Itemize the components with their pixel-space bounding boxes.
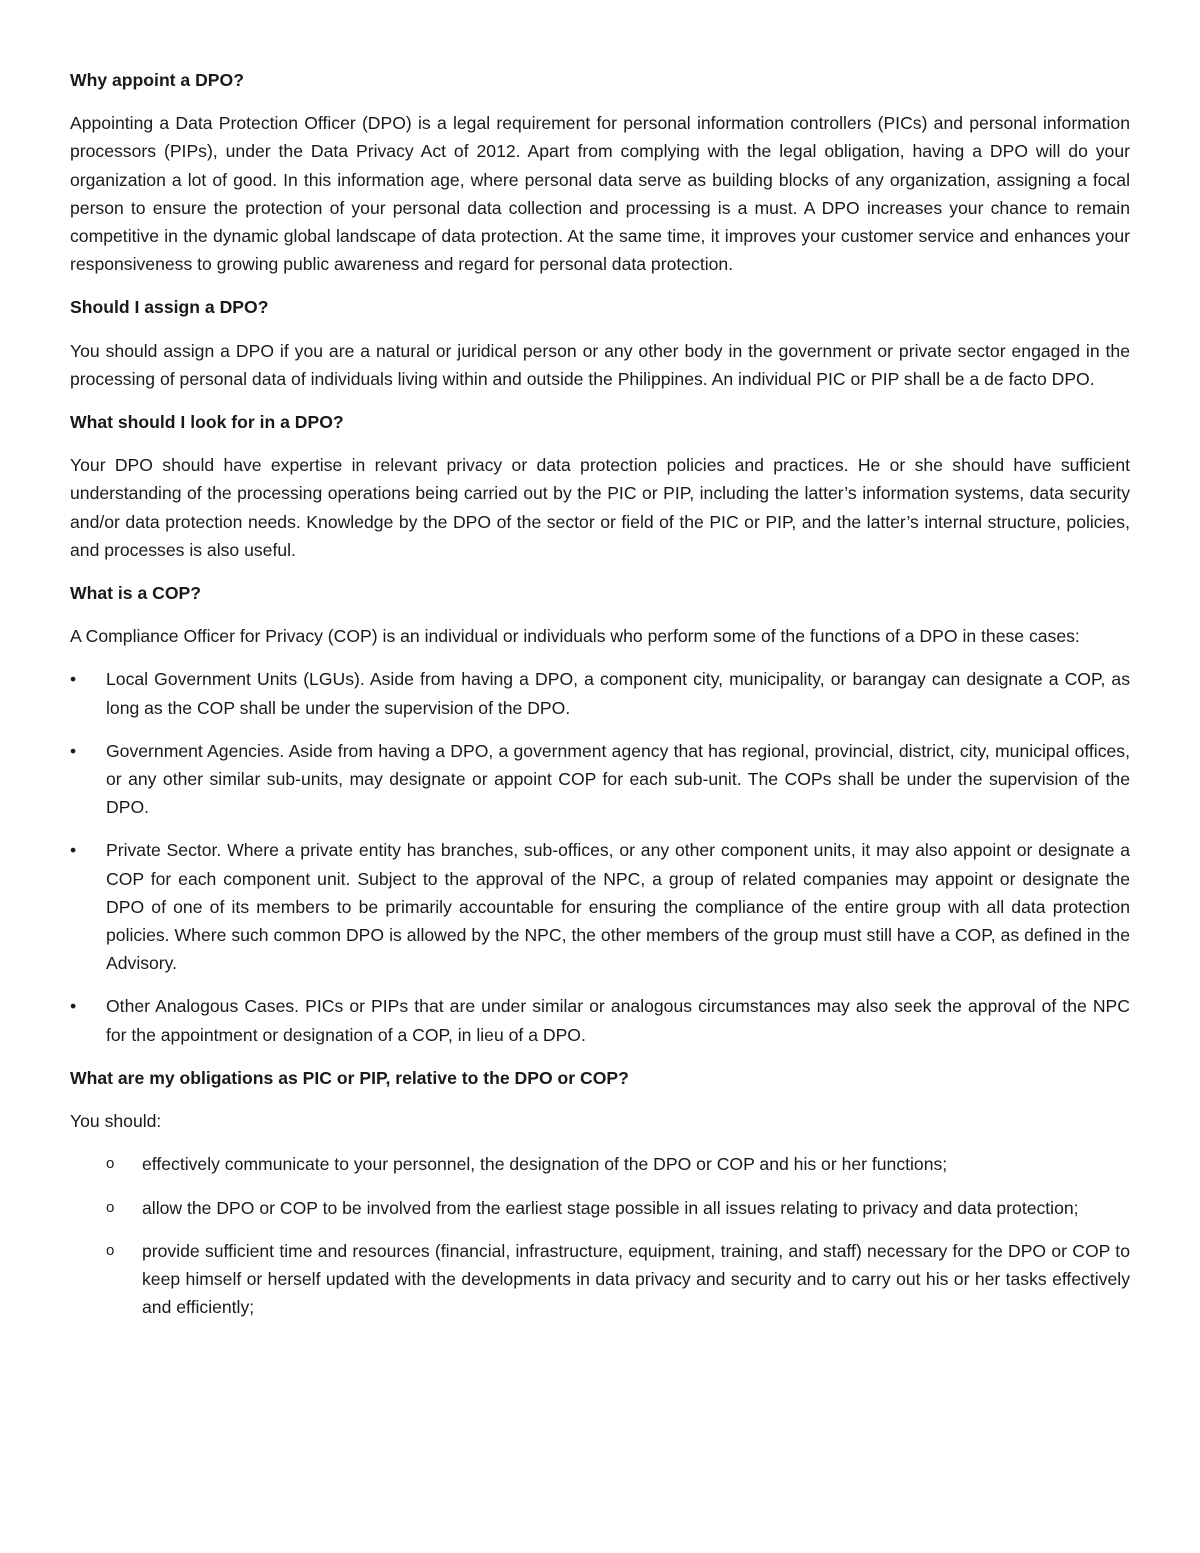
paragraph-should-assign: You should assign a DPO if you are a natural or juridical person or any other body in the government or private sector engaged in the processing of personal data of individuals living within and outside the Philippines. An individual PIC or PIP shall be a de facto DPO. bbox=[70, 340, 1130, 389]
cop-case-private-sector: Private Sector. Where a private entity has branches, sub-offices, or any other component units, it may also appoint or designate a COP for each component unit. Subject to the approval of the NPC, a group of related companies may appoint or designate the DPO of one of its members to be primarily accountable for ensuring the compliance of the entire group with all data protection policies. Where such common DPO is allowed by the NPC, the other members of the group must still have a COP, as defined in the Advisory. bbox=[106, 840, 1130, 974]
bullet-icon: • bbox=[70, 996, 77, 1017]
list-item bbox=[106, 1237, 1130, 1322]
paragraph-cop-intro: A Compliance Officer for Privacy (COP) is an individual or individuals who perform some of the functions of a DPO in these cases: bbox=[70, 626, 1080, 647]
cop-case-government-agencies: Government Agencies. Aside from having a DPO, a government agency that has regional, provincial, district, city, municipal offices, or any other similar sub-units, may designate or appoint COP for each sub-unit. The COPs shall be under the supervision of the DPO. bbox=[106, 740, 1130, 818]
cop-case-lgu: Local Government Units (LGUs). Aside from having a DPO, a component city, municipality, or barangay can designate a COP, as long as the COP shall be under the supervision of the DPO. bbox=[106, 669, 1130, 718]
list-item bbox=[70, 992, 1130, 1048]
obligation-involve-early: allow the DPO or COP to be involved from the earliest stage possible in all issues relating to privacy and data protection; bbox=[142, 1197, 1079, 1218]
paragraph-why-appoint: Appointing a Data Protection Officer (DPO) is a legal requirement for personal information controllers (PICs) and personal information processors (PIPs), under the Data Privacy Act of 2012. Apart from complying with the legal obligation, having a DPO will do your organization a lot of good. In this information age, where personal data serve as building blocks of any organization, assigning a focal person to ensure the protection of your personal data collection and processing is a must. A DPO increases your chance to remain competitive in the dynamic global landscape of data protection. At the same time, it improves your customer service and enhances your responsiveness to growing public awareness and regard for personal data protection. bbox=[70, 113, 1130, 275]
obligation-communicate: effectively communicate to your personnel, the designation of the DPO or COP and his or her functions; bbox=[142, 1154, 948, 1175]
heading-should-assign: Should I assign a DPO? bbox=[70, 297, 269, 318]
list-item bbox=[70, 737, 1130, 822]
bullet-icon: • bbox=[70, 740, 77, 761]
list-item bbox=[106, 1194, 1130, 1222]
circle-bullet-icon: o bbox=[106, 1155, 115, 1173]
bullet-icon: • bbox=[70, 840, 77, 861]
heading-why-appoint: Why appoint a DPO? bbox=[70, 70, 244, 90]
list-item bbox=[70, 836, 1130, 977]
list-item bbox=[106, 1150, 1130, 1178]
list-item bbox=[70, 665, 1130, 721]
obligations-list bbox=[70, 1150, 1130, 1321]
circle-bullet-icon: o bbox=[106, 1198, 115, 1216]
obligation-provide-resources: provide sufficient time and resources (financial, infrastructure, equipment, training, and staff) necessary for the DPO or COP to keep himself or herself updated with the developments in data privacy and security and to carry out his or her tasks effectively and efficiently; bbox=[142, 1240, 1130, 1318]
heading-look-for: What should I look for in a DPO? bbox=[70, 412, 344, 433]
cop-case-other-analogous: Other Analogous Cases. PICs or PIPs that are under similar or analogous circumstances may also seek the approval of the NPC for the appointment or designation of a COP, in lieu of a DPO. bbox=[106, 996, 1130, 1045]
paragraph-look-for: Your DPO should have expertise in relevant privacy or data protection policies and practices. He or she should have sufficient understanding of the processing operations being carried out by the PIC or PIP, including the latter’s information systems, data security and/or data protection needs. Knowledge by the DPO of the sector or field of the PIC or PIP, and the latter’s internal structure, policies, and processes is also useful. bbox=[70, 455, 1130, 560]
cop-cases-list bbox=[70, 665, 1130, 1048]
bullet-icon: • bbox=[70, 669, 77, 690]
heading-obligations: What are my obligations as PIC or PIP, relative to the DPO or COP? bbox=[70, 1067, 629, 1088]
document-page bbox=[70, 66, 1130, 1336]
circle-bullet-icon: o bbox=[106, 1241, 115, 1259]
heading-what-is-cop: What is a COP? bbox=[70, 583, 201, 604]
paragraph-obligations-intro: You should: bbox=[70, 1111, 162, 1132]
